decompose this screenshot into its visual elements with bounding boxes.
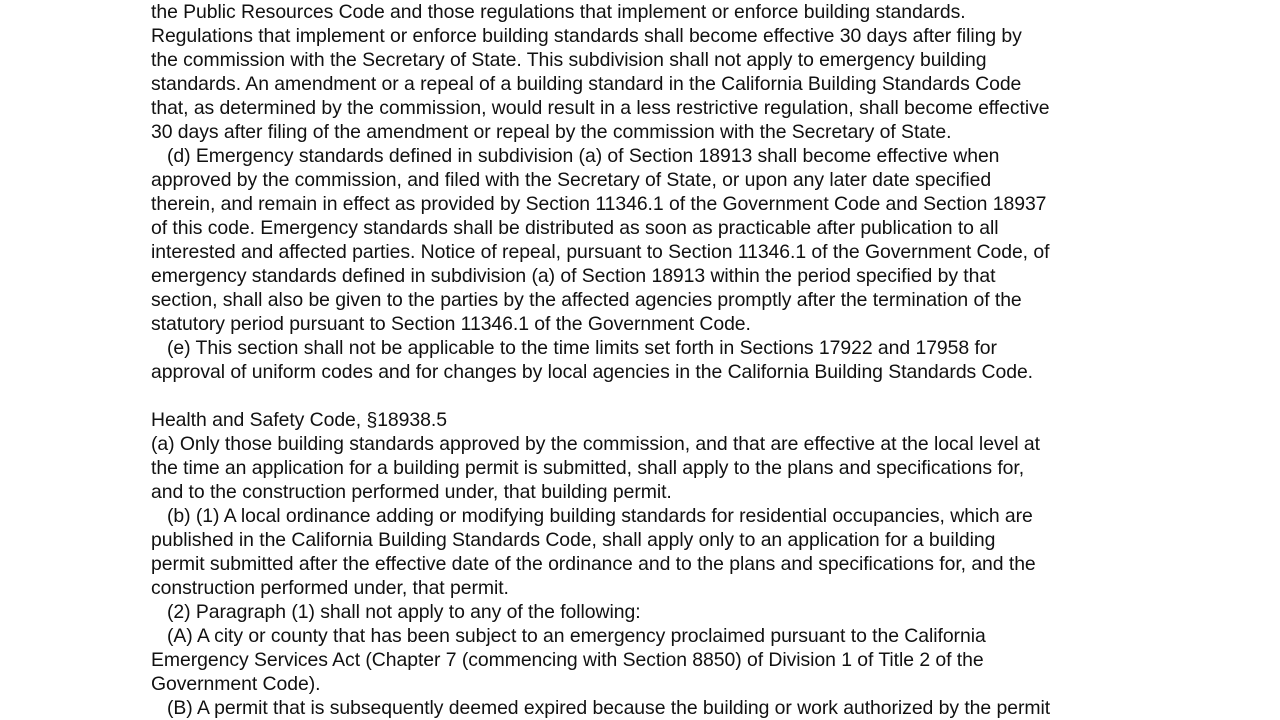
section-18938-5 (151, 408, 1151, 720)
text-line: (d) Emergency standards defined in subdivision (a) of Section 18913 shall become effective when (151, 145, 1000, 167)
text-line: that, as determined by the commission, would result in a less restrictive regulation, shall become effective (151, 97, 1050, 119)
text-line: interested and affected parties. Notice of repeal, pursuant to Section 11346.1 of the Government Code, of (151, 241, 1050, 263)
text-line: standards. An amendment or a repeal of a building standard in the California Building Standards Code (151, 73, 1022, 95)
text-line: therein, and remain in effect as provided by Section 11346.1 of the Government Code and Section 18937 (151, 193, 1047, 215)
text-line: Regulations that implement or enforce building standards shall become effective 30 days after filing by (151, 25, 1022, 47)
text-line: the Public Resources Code and those regulations that implement or enforce building standards. (151, 1, 966, 23)
text-line: the time an application for a building permit is submitted, shall apply to the plans and specifications for, (151, 457, 1025, 479)
text-line: (a) Only those building standards approved by the commission, and that are effective at the local level at (151, 433, 1040, 455)
text-line: construction performed under, that permit. (151, 577, 509, 599)
text-line: of this code. Emergency standards shall be distributed as soon as practicable after publication to all (151, 217, 999, 239)
text-line: permit submitted after the effective date of the ordinance and to the plans and specifications for, and the (151, 553, 1036, 575)
text-line: statutory period pursuant to Section 11346.1 of the Government Code. (151, 313, 751, 335)
text-line: section, shall also be given to the parties by the affected agencies promptly after the termination of the (151, 289, 1022, 311)
document-page (151, 0, 1151, 720)
section-continued-paragraph (151, 0, 1151, 144)
item-B-paragraph (151, 696, 1151, 720)
text-line: and to the construction performed under, that building permit. (151, 481, 672, 503)
text-line: (b) (1) A local ordinance adding or modifying building standards for residential occupancies, which are (151, 505, 1033, 527)
paragraph-spacer (151, 384, 1151, 408)
text-line: emergency standards defined in subdivision (a) of Section 18913 within the period specified by that (151, 265, 996, 287)
text-line: Government Code). (151, 673, 321, 695)
item-A-paragraph (151, 624, 1151, 696)
subdivision-e-paragraph (151, 336, 1151, 384)
paragraph-2 (151, 600, 1151, 624)
subdivision-d-paragraph (151, 144, 1151, 336)
text-line: approval of uniform codes and for changes by local agencies in the California Building Standards Code. (151, 361, 1034, 383)
text-line: (A) A city or county that has been subject to an emergency proclaimed pursuant to the California (151, 625, 986, 647)
text-line: (2) Paragraph (1) shall not apply to any of the following: (151, 601, 641, 623)
text-line: (e) This section shall not be applicable to the time limits set forth in Sections 17922 and 17958 for (151, 337, 997, 359)
section-heading: Health and Safety Code, §18938.5 (151, 409, 447, 431)
text-line: Emergency Services Act (Chapter 7 (commencing with Section 8850) of Division 1 of Title 2 of the (151, 649, 984, 671)
text-line: approved by the commission, and filed with the Secretary of State, or upon any later date specified (151, 169, 992, 191)
subdivision-b1-paragraph (151, 504, 1151, 600)
text-line: 30 days after filing of the amendment or repeal by the commission with the Secretary of State. (151, 121, 952, 143)
subdivision-a-paragraph (151, 432, 1151, 504)
text-line: (B) A permit that is subsequently deemed expired because the building or work authorized by the permit (151, 697, 1051, 719)
text-line: published in the California Building Standards Code, shall apply only to an application for a building (151, 529, 996, 551)
text-line: the commission with the Secretary of State. This subdivision shall not apply to emergency building (151, 49, 987, 71)
